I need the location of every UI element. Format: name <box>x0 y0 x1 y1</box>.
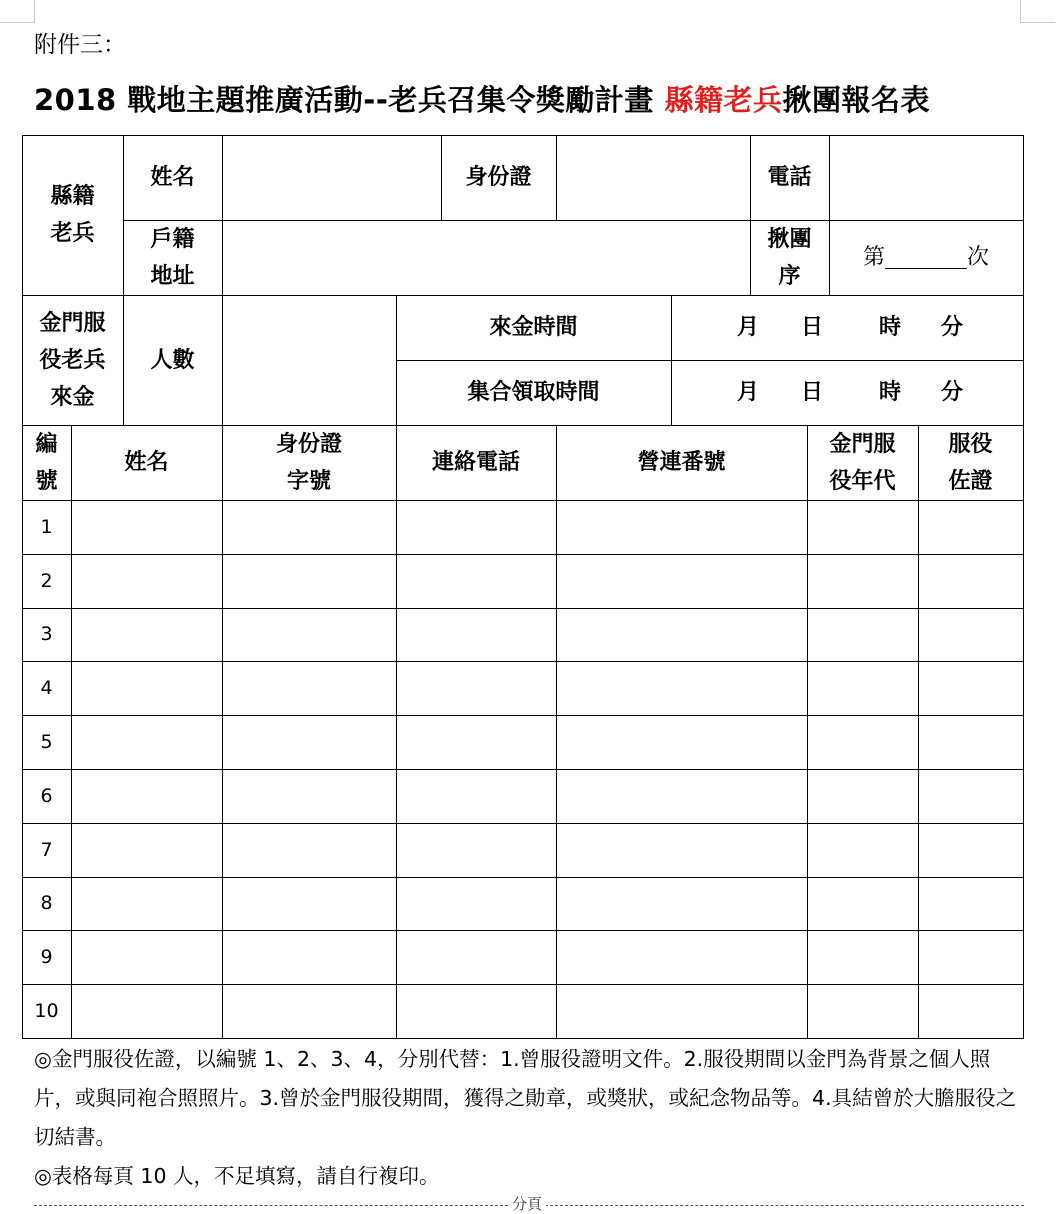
label-address <box>123 220 222 295</box>
table-cell-service-years[interactable] <box>807 661 918 715</box>
table-cell-service-years[interactable] <box>807 823 918 877</box>
label-address-text: 戶籍 地址 <box>150 226 195 289</box>
row-number <box>22 930 71 984</box>
notes <box>34 1040 1024 1196</box>
table-cell-contact-phone[interactable] <box>396 608 556 661</box>
row-number-text: 8 <box>40 892 53 914</box>
label-leader-phone <box>750 135 829 220</box>
row-number <box>22 984 71 1038</box>
gather-time-field-unit-1: 日 <box>801 380 824 405</box>
label-gather-time-text: 集合領取時間 <box>467 380 600 405</box>
table-cell-name[interactable] <box>71 877 222 930</box>
table-cell-id[interactable] <box>222 877 396 930</box>
table-cell-contact-phone[interactable] <box>396 715 556 769</box>
label-head-count-text: 人數 <box>150 347 195 373</box>
table-cell-unit-no[interactable] <box>556 500 807 554</box>
table-cell-service-years[interactable] <box>807 500 918 554</box>
label-leader-id <box>441 135 556 220</box>
column-header-id <box>222 425 396 500</box>
row-number-text: 9 <box>40 945 53 968</box>
table-cell-id[interactable] <box>222 769 396 823</box>
row-number <box>22 661 71 715</box>
table-cell-unit-no[interactable] <box>556 930 807 984</box>
label-kinmen-veterans <box>22 295 123 425</box>
title-highlight: 縣籍老兵 <box>664 83 783 117</box>
arrival-time-field-unit-0: 月 <box>737 315 760 340</box>
table-cell-unit-no[interactable] <box>556 984 807 1038</box>
table-cell-unit-no[interactable] <box>556 769 807 823</box>
head-count-field[interactable] <box>222 295 396 425</box>
label-head-count <box>123 295 222 425</box>
arrival-time-field-unit-3: 分 <box>941 315 964 340</box>
table-cell-service-years[interactable] <box>807 877 918 930</box>
column-header-service-years <box>807 425 918 500</box>
gather-time-field-unit-0: 月 <box>737 380 760 405</box>
table-cell-service-proof[interactable] <box>918 984 1023 1038</box>
row-number <box>22 769 71 823</box>
table-cell-service-proof[interactable] <box>918 769 1023 823</box>
label-team-order-text: 揪團 序 <box>767 226 812 289</box>
row-number <box>22 554 71 608</box>
crop-mark-top-left <box>0 0 35 23</box>
label-gather-time <box>396 360 671 425</box>
title-part-2: 揪團報名表 <box>782 83 931 117</box>
table-cell-contact-phone[interactable] <box>396 661 556 715</box>
table-cell-unit-no[interactable] <box>556 554 807 608</box>
team-order-prefix: 第 <box>862 245 885 270</box>
table-cell-unit-no[interactable] <box>556 608 807 661</box>
table-cell-service-years[interactable] <box>807 769 918 823</box>
table-cell-service-proof[interactable] <box>918 877 1023 930</box>
table-cell-service-proof[interactable] <box>918 661 1023 715</box>
table-cell-contact-phone[interactable] <box>396 823 556 877</box>
row-number <box>22 715 71 769</box>
table-cell-unit-no[interactable] <box>556 715 807 769</box>
label-kinmen-veterans-text: 金門服 役老兵 來金 <box>39 310 106 410</box>
label-team-order <box>750 220 829 295</box>
label-arrival-time <box>396 295 671 360</box>
row-number <box>22 823 71 877</box>
gather-time-field[interactable] <box>671 360 1023 425</box>
row-number-text: 4 <box>40 676 53 699</box>
column-header-id-text: 身份證 字號 <box>275 431 342 494</box>
leader-id-field[interactable] <box>556 135 750 220</box>
column-header-name <box>71 425 222 500</box>
arrival-time-field-unit-1: 日 <box>801 315 824 340</box>
table-cell-unit-no[interactable] <box>556 877 807 930</box>
column-header-service-proof <box>918 425 1023 500</box>
table-cell-service-years[interactable] <box>807 715 918 769</box>
note-1: ◎金門服役佐證，以編號 1、2、3、4，分別代替：1.曾服役證明文件。2.服役期間以金門為背景之個人照片，或與同袍合照照片。3.曾於金門服役期間，獲得之勛章，或獎狀，或紀念物品等。4.具結曾於大膽服役之切結書。 <box>34 1047 1017 1149</box>
table-cell-id[interactable] <box>222 984 396 1038</box>
table-cell-name[interactable] <box>71 500 222 554</box>
column-header-unit-no <box>556 425 807 500</box>
leader-name-field[interactable] <box>222 135 441 220</box>
table-cell-name[interactable] <box>71 608 222 661</box>
page-title <box>34 78 930 119</box>
table-cell-contact-phone[interactable] <box>396 930 556 984</box>
table-cell-service-proof[interactable] <box>918 823 1023 877</box>
table-cell-service-years[interactable] <box>807 930 918 984</box>
page-break-label: 分頁 <box>508 1193 546 1214</box>
table-cell-unit-no[interactable] <box>556 823 807 877</box>
gather-time-field-unit-3: 分 <box>941 380 964 405</box>
crop-mark-top-right <box>1020 0 1055 23</box>
address-field[interactable] <box>222 220 750 295</box>
row-number-text: 5 <box>40 730 53 753</box>
note-2: ◎表格每頁 10 人，不足填寫，請自行複印。 <box>34 1164 440 1188</box>
row-number <box>22 608 71 661</box>
leader-phone-field[interactable] <box>829 135 1023 220</box>
team-order-blank[interactable] <box>885 246 967 269</box>
column-header-no <box>22 425 71 500</box>
row-number-text: 1 <box>40 515 53 538</box>
team-order-field[interactable] <box>829 220 1023 295</box>
table-cell-name[interactable] <box>71 554 222 608</box>
row-number <box>22 877 71 930</box>
table-cell-name[interactable] <box>71 823 222 877</box>
row-number-text: 10 <box>34 999 59 1022</box>
label-leader-phone-text: 電話 <box>767 165 812 190</box>
column-header-name-text: 姓名 <box>124 450 169 475</box>
table-cell-service-years[interactable] <box>807 984 918 1038</box>
arrival-time-field-unit-2: 時 <box>879 315 902 340</box>
table-cell-service-proof[interactable] <box>918 608 1023 661</box>
table-cell-name[interactable] <box>71 769 222 823</box>
table-cell-unit-no[interactable] <box>556 661 807 715</box>
table-cell-id[interactable] <box>222 823 396 877</box>
table-cell-service-years[interactable] <box>807 554 918 608</box>
table-cell-contact-phone[interactable] <box>396 984 556 1038</box>
table-bottom-border <box>22 1038 1024 1039</box>
table-cell-id[interactable] <box>222 661 396 715</box>
title-part-1: 2018 戰地主題推廣活動--老兵召集令獎勵計畫 <box>34 83 665 117</box>
table-cell-id[interactable] <box>222 608 396 661</box>
row-number-text: 6 <box>40 784 53 807</box>
attachment-label: 附件三： <box>34 32 126 58</box>
table-cell-id[interactable] <box>222 554 396 608</box>
label-county-veteran-text: 縣籍 老兵 <box>50 184 95 246</box>
table-cell-name[interactable] <box>71 661 222 715</box>
table-cell-service-proof[interactable] <box>918 715 1023 769</box>
table-right-border <box>1023 135 1024 1039</box>
table-cell-name[interactable] <box>71 930 222 984</box>
label-leader-name-text: 姓名 <box>150 165 195 190</box>
column-header-contact-phone-text: 連絡電話 <box>431 450 520 475</box>
table-cell-service-proof[interactable] <box>918 500 1023 554</box>
column-header-service-proof-text: 服役 佐證 <box>948 431 993 494</box>
label-leader-name <box>123 135 222 220</box>
row-number-text: 3 <box>40 623 53 645</box>
table-cell-service-proof[interactable] <box>918 930 1023 984</box>
table-cell-id[interactable] <box>222 715 396 769</box>
table-cell-id[interactable] <box>222 500 396 554</box>
table-cell-id[interactable] <box>222 930 396 984</box>
label-leader-id-text: 身份證 <box>465 165 532 190</box>
row-number <box>22 500 71 554</box>
team-order-suffix: 次 <box>967 245 990 270</box>
gather-time-field-unit-2: 時 <box>879 380 902 405</box>
row-number-text: 2 <box>40 569 53 592</box>
column-header-contact-phone <box>396 425 556 500</box>
row-number-text: 7 <box>40 838 53 861</box>
table-cell-service-proof[interactable] <box>918 554 1023 608</box>
table-cell-name[interactable] <box>71 984 222 1038</box>
table-cell-contact-phone[interactable] <box>396 500 556 554</box>
table-cell-contact-phone[interactable] <box>396 554 556 608</box>
table-cell-service-years[interactable] <box>807 608 918 661</box>
column-header-unit-no-text: 營連番號 <box>637 450 726 475</box>
table-cell-contact-phone[interactable] <box>396 769 556 823</box>
column-header-service-years-text: 金門服 役年代 <box>829 431 896 494</box>
table-cell-contact-phone[interactable] <box>396 877 556 930</box>
arrival-time-field[interactable] <box>671 295 1023 360</box>
label-arrival-time-text: 來金時間 <box>489 315 578 340</box>
label-county-veteran <box>22 135 123 295</box>
column-header-no-text: 編 號 <box>35 431 58 494</box>
table-cell-name[interactable] <box>71 715 222 769</box>
